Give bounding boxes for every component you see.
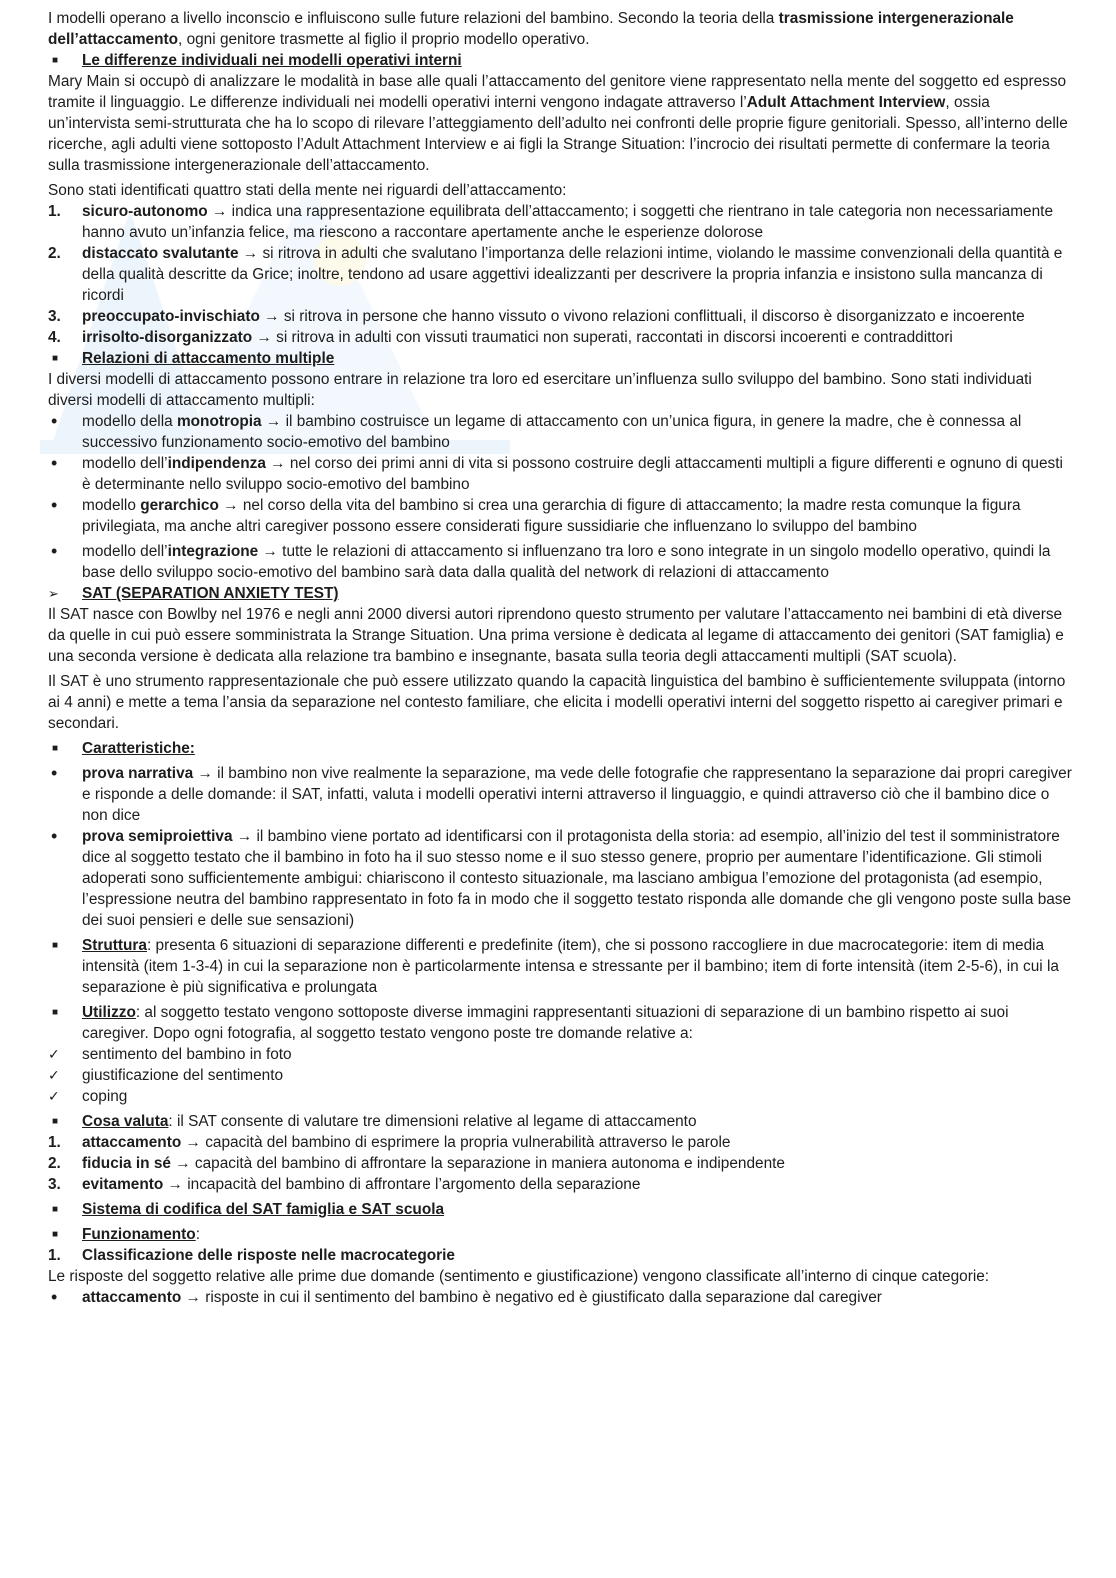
list-item: • modello gerarchico → nel corso della vita del bambino si crea una gerarchia di figure di attaccamento; la madre resta comunque la figura privilegiata, ma anche altri caregiver possono essere considerati figure sussidiarie che influenzano lo sviluppo del bambino <box>48 495 1072 537</box>
list-stati <box>48 201 1072 348</box>
arrow-bullet-icon: ➢ <box>48 586 59 601</box>
checkmark-icon: ✓ <box>48 1046 60 1062</box>
square-bullet-icon: ■ <box>52 55 59 66</box>
list-item: 1. sicuro-autonomo → indica una rappresentazione equilibrata dell’attaccamento; i soggetti che rientrano in tale categoria non necessariamente hanno avuto un’infanzia felice, ma riescono a raccontare apertamente anche le esperienze dolorose <box>48 203 1054 241</box>
square-bullet-icon: ■ <box>52 1204 59 1215</box>
paragraph-categorie: Le risposte del soggetto relative alle prime due domande (sentimento e giustificazione) vengono classificate all’interno di cinque categorie: <box>48 1268 990 1285</box>
bullet-icon: • <box>51 826 58 846</box>
list-item: 3. evitamento → incapacità del bambino di affrontare l’argomento della separazione <box>48 1176 641 1193</box>
paragraph-sat-1: Il SAT nasce con Bowlby nel 1976 e negli anni 2000 diversi autori riprendono questo strumento per valutare l’attaccamento nei bambini di età diverse da quelle in cui può essere somministrata la Strange Situation. Una prima versione è dedicata al legame di attaccamento dei genitori (SAT famiglia) e una seconda versione è dedicata alla relazione tra bambino e insegnante, basata sulla teoria degli attaccamenti multipli (SAT scuola). <box>48 606 1064 665</box>
section-cosa-valuta: ■ Cosa valuta: il SAT consente di valutare tre dimensioni relative al legame di attaccamento <box>48 1111 1072 1132</box>
square-bullet-icon: ■ <box>52 940 59 951</box>
list-item: 2. distaccato svalutante → si ritrova in adulti che svalutano l’importanza delle relazioni intime, violando le massime convenzionali della quantità e della qualità descritte da Grice; inoltre, tendono ad usare aggettivi idealizzanti per descrivere la propria infanzia e insistono sulla mancanza di ricordi <box>48 245 1063 304</box>
bullet-icon: • <box>51 453 58 473</box>
list-item: • modello dell’integrazione → tutte le relazioni di attaccamento si influenzano tra loro e sono integrate in un singolo modello operativo, quindi la base dello sviluppo socio-emotivo del bambino sarà data dalla qualità del network di relazioni di attaccamento <box>48 541 1072 583</box>
list-item: • prova semiproiettiva → il bambino viene portato ad identificarsi con il protagonista della storia: ad esempio, all’inizio del test il somministratore dice al soggetto testato che il bambino in foto ha il suo stesso nome e il suo stesso genere, proprio per aumentare l’identificazione. Gli stimoli adoperati sono sufficientemente ambigui: chiariscono il contesto situazionale, ma lasciano ambigua l’emozione del protagonista (ad esempio, l’espressione neutra del bambino rappresentato in foto fa in modo che il soggetto testato risponda alle domande che gli vengono poste sulla base dei suoi pensieri e delle sue sensazioni) <box>48 826 1072 931</box>
list-item: ✓ coping <box>48 1088 128 1105</box>
list-caratteristiche <box>48 763 1072 931</box>
heading-funzionamento: ■ Funzionamento: <box>48 1224 1072 1245</box>
heading-sat: ➢ SAT (SEPARATION ANXIETY TEST) <box>48 585 339 602</box>
list-item: 4. irrisolto-disorganizzato → si ritrova in adulti con vissuti traumatici non superati, raccontati in discorsi incoerenti e contraddittori <box>48 329 953 346</box>
list-dimensioni <box>48 1132 1072 1195</box>
checkmark-icon: ✓ <box>48 1067 60 1083</box>
list-domande <box>48 1044 1072 1107</box>
heading-sistema-codifica: ■ Sistema di codifica del SAT famiglia e SAT scuola <box>48 1199 1072 1220</box>
heading-classificazione: 1. Classificazione delle risposte nelle macrocategorie <box>48 1247 455 1264</box>
bullet-icon: • <box>51 1287 58 1307</box>
list-item: 2. fiducia in sé → capacità del bambino di affrontare la separazione in maniera autonoma e indipendente <box>48 1155 785 1172</box>
bullet-icon: • <box>51 411 58 431</box>
list-item: • modello della monotropia → il bambino costruisce un legame di attaccamento con un’unica figura, in genere la madre, che è connessa al successivo funzionamento socio-emotivo del bambino <box>48 411 1072 453</box>
checkmark-icon: ✓ <box>48 1088 60 1104</box>
heading-caratteristiche: ■ Caratteristiche: <box>48 738 1072 759</box>
list-modelli <box>48 411 1072 583</box>
section-struttura: ■ Struttura: presenta 6 situazioni di separazione differenti e predefinite (item), che si possono raccogliere in due macrocategorie: item di media intensità (item 1-3-4) in cui la separazione non è particolarmente intensa e stressante per il bambino; item di forte intensità (item 2-5-6), in cui la separazione è più significativa e prolungata <box>48 935 1072 998</box>
list-item: • modello dell’indipendenza → nel corso dei primi anni di vita si possono costruire degli attaccamenti multipli a figure differenti e ognuno di questi è determinante nello sviluppo socio-emotivo del bambino <box>48 453 1072 495</box>
document-page <box>48 8 1072 1308</box>
paragraph-intro: I modelli operano a livello inconscio e influiscono sulle future relazioni del bambino. Secondo la teoria della trasmissione intergenerazionale dell’attaccamento, ogni genitore trasmette al figlio il proprio modello operativo. <box>48 10 1014 48</box>
bullet-icon: • <box>51 495 58 515</box>
list-item: 3. preoccupato-invischiato → si ritrova in persone che hanno vissuto o vivono relazioni conflittuali, il discorso è disorganizzato e incoerente <box>48 308 1025 325</box>
section-utilizzo: ■ Utilizzo: al soggetto testato vengono sottoposte diverse immagini rappresentanti situazioni di separazione di un bambino rispetto ai suoi caregiver. Dopo ogni fotografia, al soggetto testato vengono poste tre domande relative a: <box>48 1002 1072 1044</box>
heading-differenze: ■ Le differenze individuali nei modelli operativi interni <box>48 50 1072 71</box>
list-item: ✓ giustificazione del sentimento <box>48 1067 284 1084</box>
list-item: ✓ sentimento del bambino in foto <box>48 1046 292 1063</box>
square-bullet-icon: ■ <box>52 743 59 754</box>
heading-relazioni: ■ Relazioni di attaccamento multiple <box>48 348 1072 369</box>
square-bullet-icon: ■ <box>52 1229 59 1240</box>
list-item: 1. attaccamento → capacità del bambino di esprimere la propria vulnerabilità attraverso le parole <box>48 1134 731 1151</box>
square-bullet-icon: ■ <box>52 1116 59 1127</box>
square-bullet-icon: ■ <box>52 353 59 364</box>
paragraph-sat-2: Il SAT è uno strumento rappresentazionale che può essere utilizzato quando la capacità linguistica del bambino è sufficientemente sviluppata (intorno ai 4 anni) e mette a tema l’ansia da separazione nel contesto familiare, che elicita i modelli operativi interni del soggetto rispetto ai caregiver primari e secondari. <box>48 673 1066 732</box>
paragraph-main: Mary Main si occupò di analizzare le modalità in base alle quali l’attaccamento del genitore viene rappresentato nella mente del soggetto ed espresso tramite il linguaggio. Le differenze individuali nei modelli operativi interni vengono indagate attraverso l’Adult Attachment Interview, ossia un’intervista semi-strutturata che ha lo scopo di rilevare l’atteggiamento dell’adulto nei confronti delle proprie figure genitoriali. Spesso, all’interno delle ricerche, agli adulti viene sottoposto l’Adult Attachment Interview e ai figli la Strange Situation: l’incrocio dei risultati permette di confermare la teoria sulla trasmissione intergenerazionale dell’attaccamento. <box>48 73 1068 174</box>
list-item: • prova narrativa → il bambino non vive realmente la separazione, ma vede delle fotografie che rappresentano la separazione dai propri caregiver e risponde a delle domande: il SAT, infatti, valuta i modelli operativi interni attraverso il linguaggio, e quindi attraverso ciò che il bambino dice o non dice <box>48 763 1072 826</box>
list-item: • attaccamento → risposte in cui il sentimento del bambino è negativo ed è giustificato dalla separazione dal caregiver <box>48 1287 1072 1308</box>
bullet-icon: • <box>51 541 58 561</box>
bullet-icon: • <box>51 763 58 783</box>
square-bullet-icon: ■ <box>52 1007 59 1018</box>
paragraph-relazioni: I diversi modelli di attaccamento possono entrare in relazione tra loro ed esercitare un’influenza sullo sviluppo del bambino. Sono stati individuati diversi modelli di attaccamento multipli: <box>48 371 1032 409</box>
paragraph-stati: Sono stati identificati quattro stati della mente nei riguardi dell’attaccamento: <box>48 182 567 199</box>
